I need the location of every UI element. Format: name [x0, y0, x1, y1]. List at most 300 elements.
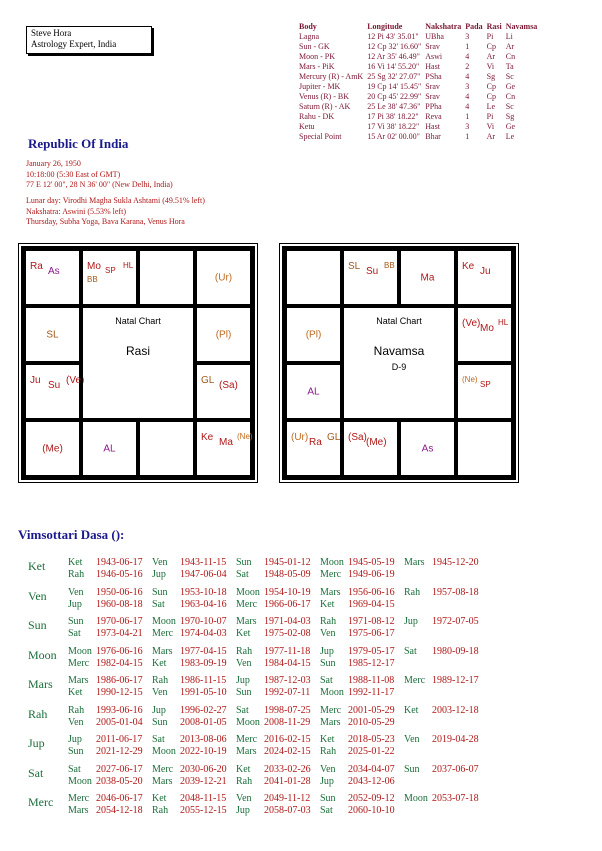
planet-cell: 12 Ar 35' 46.49": [367, 52, 420, 61]
planet-cell: 16 Vi 14' 55.20": [367, 62, 420, 71]
planet-cell: 4: [465, 52, 470, 61]
subperiod-date: 1949-06-19: [348, 569, 395, 580]
subperiod-lord: Merc: [236, 734, 258, 745]
subperiod-lord: Ket: [152, 793, 167, 804]
chart-planet: Ke: [462, 261, 475, 272]
planet-cell: 3: [465, 82, 470, 91]
dasa-subperiod: [236, 746, 311, 757]
planet-cell: 12 Cp 32' 16.60": [367, 42, 422, 51]
subperiod-date: 1945-05-19: [348, 557, 395, 568]
subperiod-lord: Ket: [236, 763, 251, 775]
subperiod-date: 1979-05-17: [348, 645, 395, 657]
dasa-subperiod: [236, 734, 311, 745]
subperiod-lord: Moon: [236, 716, 260, 728]
subperiod-date: 1985-12-17: [348, 657, 395, 669]
subperiod-lord: Ket: [320, 598, 335, 610]
dasa-subperiod: [320, 599, 395, 610]
chart-house-pi: [285, 249, 342, 306]
chart-planet: HL: [498, 318, 509, 327]
subperiod-date: 1986-06-17: [96, 675, 143, 686]
planet-cell: Ketu: [299, 122, 315, 131]
subperiod-lord: Jup: [68, 598, 82, 610]
planet-cell: 2: [465, 62, 470, 71]
planet-row: [299, 62, 541, 72]
dasa-subperiod: [236, 717, 310, 728]
subperiod-date: 1973-04-21: [96, 628, 143, 639]
chart-house-li: [399, 420, 456, 477]
dasa-subperiod: [320, 764, 395, 775]
chart-center-title: Natal Chart: [115, 316, 161, 326]
planet-cell: 25 Le 38' 47.36": [367, 102, 421, 111]
nakshatra-info: Nakshatra: Aswini (5.53% left): [26, 206, 126, 216]
subperiod-lord: Rah: [320, 746, 337, 757]
subperiod-lord: Moon: [404, 793, 428, 804]
planet-cell: Vi: [486, 122, 495, 131]
dasa-subperiod: [404, 764, 479, 775]
chart-planet: (Ur): [214, 272, 233, 283]
dasa-subperiod: [152, 569, 227, 580]
lunar-day: Lunar day: Virodhi Magha Sukla Ashtami (49.51% left): [26, 196, 205, 205]
subperiod-lord: Moon: [236, 586, 260, 598]
chart-planet: As: [421, 443, 434, 454]
dasa-subperiod: [236, 616, 311, 627]
dasa-subperiod: [152, 805, 227, 816]
subperiod-lord: Sat: [68, 628, 81, 639]
dasa-subperiod: [236, 628, 311, 639]
subperiod-lord: Ven: [404, 734, 420, 745]
planet-cell: Mercury (R) - AmK: [299, 72, 364, 81]
planet-cell: Sc: [505, 102, 514, 111]
subperiod-date: 1996-02-27: [180, 704, 227, 716]
subperiod-date: 2016-02-15: [264, 734, 311, 745]
chart-house-pi: [24, 249, 81, 306]
planet-cell: Venus (R) - BK: [299, 92, 349, 101]
chart-house-sg: [285, 420, 342, 477]
planet-table-body: [299, 32, 541, 142]
dasa-subperiod: [320, 557, 395, 568]
chart-planet: SL: [46, 329, 59, 340]
subperiod-lord: Sun: [404, 763, 420, 775]
planet-cell: Jupiter - MK: [299, 82, 341, 91]
subperiod-lord: Jup: [236, 675, 250, 686]
planet-row: [299, 52, 541, 62]
chart-center-sub: D-9: [391, 362, 407, 372]
planet-cell: Mars - PiK: [299, 62, 335, 71]
subperiod-lord: Rah: [152, 805, 169, 816]
chart-center-title: Natal Chart: [376, 316, 422, 326]
chart-center: [81, 306, 195, 420]
subperiod-date: 2039-12-21: [180, 775, 227, 787]
planet-cell: Moon - PK: [299, 52, 336, 61]
chart-house-aq: [285, 306, 342, 363]
planet-cell: Li: [505, 32, 513, 41]
dasa-subperiod: [68, 805, 143, 816]
subperiod-lord: Jup: [152, 704, 166, 716]
subperiod-lord: Moon: [68, 775, 92, 787]
subperiod-lord: Ven: [320, 628, 336, 639]
planet-cell: Ge: [505, 82, 516, 91]
subperiod-lord: Merc: [320, 569, 342, 580]
subperiod-date: 1956-06-16: [348, 586, 395, 598]
subperiod-date: 1991-05-10: [180, 687, 227, 698]
subperiod-lord: Merc: [404, 675, 426, 686]
subperiod-lord: Rah: [320, 616, 337, 627]
planet-row: [299, 32, 541, 42]
planet-row: [299, 102, 541, 112]
subperiod-lord: Moon: [320, 687, 344, 698]
chart-house-aq: [24, 306, 81, 363]
dasa-subperiod: [68, 705, 143, 716]
chart-planet: BB: [384, 261, 395, 270]
subperiod-lord: Sat: [320, 805, 333, 816]
dasa-lord: Sat: [28, 765, 44, 780]
chart-planet: Ju: [30, 375, 41, 386]
subperiod-lord: Mars: [152, 645, 173, 657]
subperiod-lord: Jup: [320, 775, 334, 787]
dasa-subperiod: [68, 734, 142, 745]
dasa-subperiod: [320, 805, 395, 816]
subperiod-date: 2008-01-05: [180, 716, 227, 728]
dasa-subperiod: [152, 705, 227, 716]
chart-planet: (Sa): [219, 380, 238, 391]
chart-center-name: Rasi: [125, 344, 150, 358]
subperiod-lord: Sat: [152, 734, 165, 745]
dasa-subperiod: [152, 557, 226, 568]
subperiod-date: 2021-12-29: [96, 746, 143, 757]
chart-planet: (Ve): [462, 318, 481, 329]
subperiod-lord: Ket: [404, 704, 419, 716]
subperiod-date: 1970-06-17: [96, 616, 143, 627]
subperiod-date: 1986-11-15: [180, 675, 227, 686]
subperiod-date: 1945-01-12: [264, 557, 311, 568]
planet-cell: 25 Sg 32' 27.07": [367, 72, 421, 81]
chart-house-cp: [285, 363, 342, 420]
subperiod-lord: Jup: [236, 805, 250, 816]
subperiod-date: 1943-06-17: [96, 557, 143, 568]
subperiod-lord: Mars: [236, 616, 257, 627]
chart-house-ar: [342, 249, 399, 306]
dasa-subperiod: [236, 646, 310, 657]
subperiod-date: 1963-04-16: [180, 598, 227, 610]
planet-cell: Bhar: [425, 132, 441, 141]
planet-row: [299, 42, 541, 52]
subperiod-date: 2053-07-18: [432, 793, 479, 804]
subperiod-date: 2055-12-15: [180, 805, 227, 816]
subperiod-date: 2008-11-29: [264, 716, 311, 728]
planet-cell: 3: [465, 122, 470, 131]
chart-planet: Ra: [30, 261, 43, 272]
brand-tagline: Astrology Expert, India: [31, 39, 117, 49]
planet-cell: Cp: [486, 82, 496, 91]
dasa-subperiod: [320, 687, 394, 698]
planet-cell: Srav: [425, 42, 440, 51]
subperiod-lord: Jup: [152, 569, 166, 580]
subperiod-date: 2013-08-06: [180, 734, 227, 745]
subperiod-lord: Ven: [152, 687, 168, 698]
planet-cell: Le: [486, 102, 496, 111]
planet-cell: Hast: [425, 62, 440, 71]
planet-row: [299, 92, 541, 102]
dasa-lord: Jup: [28, 736, 45, 750]
dasa-subperiod: [152, 687, 227, 698]
subperiod-date: 1969-04-15: [348, 598, 395, 610]
chart-planet: (Ne): [237, 432, 253, 441]
planet-cell: 12 Pi 43' 35.01": [367, 32, 419, 41]
subperiod-date: 1971-08-12: [348, 616, 395, 627]
subperiod-lord: Jup: [68, 734, 82, 745]
planet-row: [299, 112, 541, 122]
birth-place: 77 E 12' 00", 28 N 36' 00" (New Delhi, India): [26, 180, 173, 189]
chart-house-le: [456, 363, 513, 420]
subperiod-date: 1974-04-03: [180, 628, 227, 639]
planet-cell: Ar: [486, 132, 496, 141]
dasa-title: Vimsottari Dasa ():: [18, 527, 125, 542]
dasa-subperiod: [68, 599, 143, 610]
subperiod-date: 2046-06-17: [96, 793, 143, 804]
subperiod-lord: Sun: [68, 616, 84, 627]
dasa-subperiod: [152, 616, 227, 627]
subperiod-date: 2019-04-28: [432, 734, 479, 745]
chart-planet: GL: [327, 432, 341, 443]
planet-row: [299, 132, 541, 142]
chart-planet: (Ve): [66, 375, 85, 386]
subperiod-lord: Sat: [404, 645, 417, 657]
subperiod-date: 1988-11-08: [348, 675, 395, 686]
dasa-subperiod: [68, 793, 143, 804]
planet-cell: Ge: [505, 122, 516, 131]
subperiod-lord: Merc: [152, 763, 174, 775]
chart-house-ar: [81, 249, 138, 306]
chart-house-sc: [81, 420, 138, 477]
subperiod-lord: Sun: [320, 793, 336, 804]
col-rasi: Rasi: [486, 22, 502, 31]
yoga-info: Thursday, Subha Yoga, Bava Karana, Venus Hora: [26, 217, 185, 226]
subperiod-date: 1984-04-15: [264, 657, 311, 669]
page-title: Republic Of India: [28, 136, 129, 151]
chart-house-ta: [399, 249, 456, 306]
subperiod-date: 1998-07-25: [264, 704, 311, 716]
subperiod-date: 2027-06-17: [96, 763, 143, 775]
planet-cell: 20 Cp 45' 22.99": [367, 92, 422, 101]
planet-cell: Sun - GK: [299, 42, 330, 51]
planet-cell: Hast: [425, 122, 440, 131]
chart-house-vi: [456, 420, 513, 477]
subperiod-lord: Sat: [152, 598, 165, 610]
planet-cell: Vi: [486, 62, 495, 71]
chart-house-ta: [138, 249, 195, 306]
dasa-subperiod: [152, 793, 226, 804]
col-pada: Pada: [465, 22, 483, 31]
subperiod-lord: Moon: [152, 616, 176, 627]
subperiod-lord: Ven: [152, 557, 168, 568]
dasa-subperiod: [236, 764, 311, 775]
chart-planet: (Me): [42, 443, 63, 454]
subperiod-lord: Merc: [152, 628, 174, 639]
birth-date: January 26, 1950: [26, 159, 81, 168]
subperiod-lord: Sat: [320, 675, 333, 686]
dasa-subperiod: [68, 776, 143, 787]
col-navamsa: Navamsa: [505, 22, 538, 31]
planet-cell: Srav: [425, 92, 440, 101]
chart-house-sc: [342, 420, 399, 477]
planet-cell: 19 Cp 14' 15.45": [367, 82, 422, 91]
planet-cell: Cn: [505, 92, 516, 101]
subperiod-lord: Ket: [320, 734, 335, 745]
subperiod-date: 1971-04-03: [264, 616, 311, 627]
subperiod-date: 2058-07-03: [264, 805, 311, 816]
subperiod-date: 1954-10-19: [264, 586, 311, 598]
rasi-chart: [21, 246, 255, 480]
chart-planet: SP: [480, 380, 491, 389]
subperiod-date: 1976-06-16: [96, 645, 143, 657]
subperiod-lord: Jup: [320, 645, 334, 657]
dasa-subperiod: [404, 734, 479, 745]
subperiod-date: 2049-11-12: [264, 793, 311, 804]
planet-cell: 1: [465, 132, 470, 141]
subperiod-lord: Rah: [404, 586, 421, 598]
subperiod-date: 1960-08-18: [96, 598, 143, 610]
planet-cell: Ta: [505, 62, 514, 71]
subperiod-lord: Rah: [68, 569, 85, 580]
chart-planet: GL: [201, 375, 215, 386]
subperiod-lord: Sun: [152, 586, 168, 598]
subperiod-lord: Sat: [236, 704, 249, 716]
col-longitude: Longitude: [367, 22, 403, 31]
subperiod-lord: Jup: [404, 616, 418, 627]
planet-cell: Cp: [486, 42, 496, 51]
dasa-subperiod: [68, 557, 143, 568]
subperiod-lord: Ket: [68, 687, 83, 698]
subperiod-date: 1980-09-18: [432, 645, 479, 657]
planet-cell: Pi: [486, 32, 494, 41]
dasa-subperiod: [236, 569, 311, 580]
chart-planet: As: [48, 266, 60, 277]
chart-planet: Ma: [219, 437, 233, 448]
birth-info: [26, 159, 173, 191]
subperiod-date: 2043-12-06: [348, 775, 395, 787]
dasa-subperiod: [152, 675, 226, 686]
dasa-subperiod: [236, 587, 311, 598]
subperiod-date: 1982-04-15: [96, 657, 143, 669]
chart-planet: AL: [307, 386, 320, 397]
subperiod-lord: Merc: [68, 657, 90, 669]
dasa-lord: Ven: [28, 588, 47, 603]
chart-house-le: [195, 363, 252, 420]
planet-cell: Sc: [505, 72, 514, 81]
planet-row: [299, 82, 541, 92]
subperiod-date: 1975-02-08: [264, 628, 311, 639]
planet-cell: 4: [465, 92, 470, 101]
dasa-subperiod: [68, 646, 143, 657]
dasa-subperiod: [68, 658, 143, 669]
dasa-subperiod: [404, 646, 479, 657]
chart-planet: SP: [105, 266, 116, 275]
chart-planet: Mo: [87, 261, 101, 272]
planet-cell: 15 Ar 02' 00.00": [367, 132, 420, 141]
dasa-subperiod: [320, 793, 395, 804]
planet-cell: Sg: [486, 72, 496, 81]
subperiod-lord: Mars: [320, 716, 341, 728]
dasa-subperiod: [320, 705, 395, 716]
subperiod-date: 2038-05-20: [96, 775, 143, 787]
subperiod-lord: Mars: [320, 586, 341, 598]
planet-cell: Ar: [486, 52, 496, 61]
chart-planet: Ra: [309, 437, 322, 448]
subperiod-lord: Merc: [68, 793, 90, 804]
chart-planet: Ma: [420, 272, 435, 283]
dasa-subperiod: [68, 717, 143, 728]
dasa-subperiod: [152, 776, 227, 787]
planet-cell: Reva: [425, 112, 442, 121]
subperiod-date: 2054-12-18: [96, 805, 143, 816]
chart-house-cn: [456, 306, 513, 363]
planet-cell: Pi: [486, 112, 494, 121]
subperiod-date: 2022-10-19: [180, 746, 227, 757]
chart-planet: (Me): [366, 437, 387, 448]
dasa-lord: Moon: [28, 647, 57, 662]
planet-table: [299, 21, 541, 142]
chart-center: [342, 306, 456, 420]
dasa-subperiod: [68, 587, 143, 598]
subperiod-date: 2033-02-26: [264, 763, 311, 775]
planet-cell: Sg: [505, 112, 515, 121]
subperiod-date: 1989-12-17: [432, 675, 479, 686]
dasa-subperiod: [152, 628, 227, 639]
dasa-subperiod: [152, 734, 227, 745]
planet-cell: Cn: [505, 52, 516, 61]
dasa-subperiod: [320, 628, 395, 639]
subperiod-lord: Moon: [152, 746, 176, 757]
subperiod-lord: Mars: [404, 557, 425, 568]
subperiod-date: 2060-10-10: [348, 805, 395, 816]
dasa-subperiod: [68, 569, 143, 580]
dasa-subperiod: [320, 746, 395, 757]
dasa-subperiod: [404, 675, 479, 686]
dasa-lord: Rah: [28, 706, 48, 721]
dasa-subperiod: [68, 675, 143, 686]
subperiod-lord: Rah: [236, 775, 253, 787]
subperiod-lord: Sun: [68, 746, 84, 757]
chart-planet: Ke: [201, 432, 214, 443]
chart-planet: SL: [348, 261, 361, 272]
planet-cell: Saturn (R) - AK: [299, 102, 351, 111]
dasa-subperiod: [236, 658, 311, 669]
subperiod-date: 1993-06-16: [96, 704, 143, 716]
chart-planet: (Sa): [348, 432, 367, 443]
subperiod-date: 1943-11-15: [180, 557, 227, 568]
chart-house-ge: [195, 249, 252, 306]
subperiod-date: 1957-08-18: [432, 586, 479, 598]
subperiod-lord: Merc: [320, 704, 342, 716]
subperiod-lord: Sat: [68, 763, 81, 775]
subperiod-lord: Ven: [320, 763, 336, 775]
subperiod-lord: Ket: [236, 628, 251, 639]
chart-planet: AL: [103, 443, 116, 454]
subperiod-date: 1947-06-04: [180, 569, 227, 580]
dasa-subperiod: [236, 805, 311, 816]
dasa-subperiod: [404, 557, 479, 568]
planet-cell: 4: [465, 72, 470, 81]
chart-house-vi: [195, 420, 252, 477]
planet-cell: Rahu - DK: [299, 112, 335, 121]
subperiod-date: 2003-12-18: [432, 704, 479, 716]
planet-cell: PSha: [425, 72, 442, 81]
subperiod-lord: Moon: [68, 645, 92, 657]
planet-cell: 3: [465, 32, 470, 41]
chart-house-ge: [456, 249, 513, 306]
subperiod-lord: Mars: [236, 746, 257, 757]
planet-cell: Srav: [425, 82, 440, 91]
